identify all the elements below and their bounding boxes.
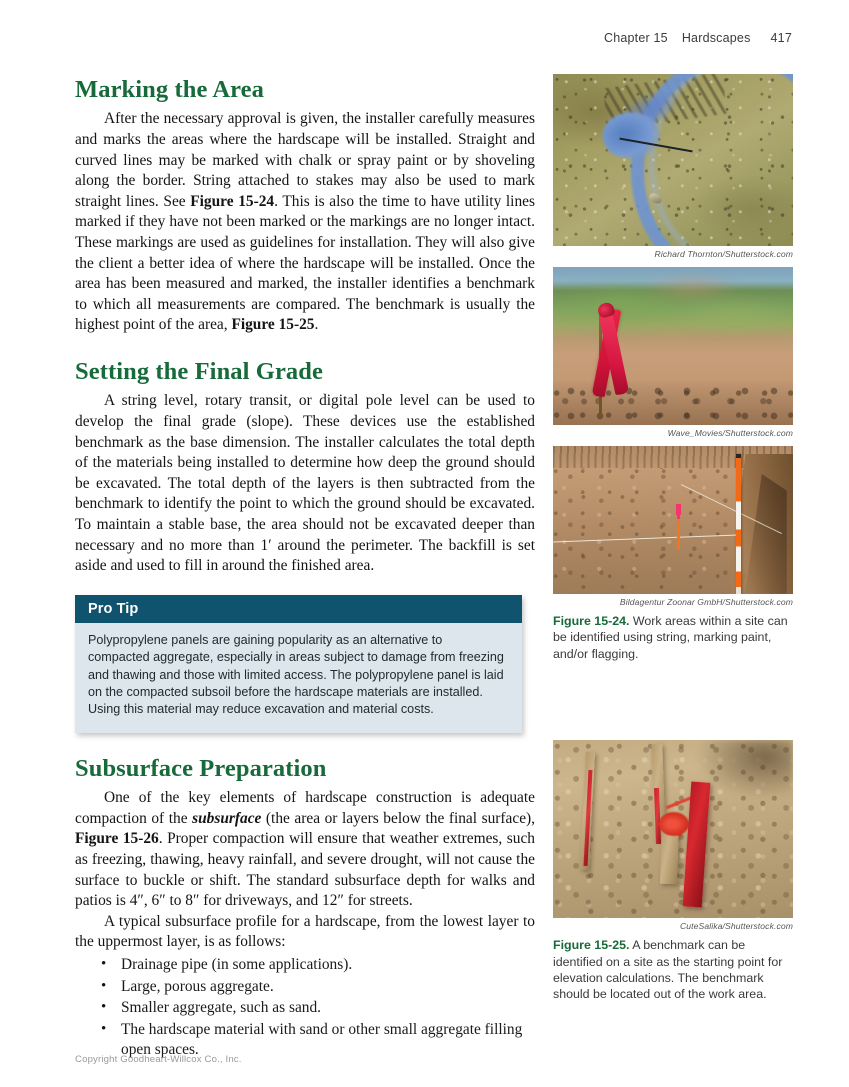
subsurface-profile-list bbox=[75, 955, 535, 1061]
figure-caption-text: A benchmark can be identified on a site as the starting point for elevation calculations. The benchmark should be located out of the work area. bbox=[553, 938, 783, 1002]
shadowed-soil bbox=[697, 740, 793, 798]
list-item: • Large, porous aggregate. bbox=[101, 977, 535, 998]
spacer bbox=[75, 336, 535, 358]
paragraph-setting-the-final-grade: A string level, rotary transit, or digital pole level can be used to develop the final grade (slope). These devices use the established benchmark as the base dimension. The installer calculates the total depth of the materials being installed to determine how deep the ground should be excavated. The total depth of the layers is then subtracted from the benchmark to identify the point to which the ground should be excavated. To maintain a stable base, the area should not be excavated deeper than necessary and no more than 1′ around the perimeter. The backfill is set aside and used to fill in around the finished area. bbox=[75, 392, 535, 575]
paragraph-text-b: (the area or layers below the final surface), bbox=[261, 809, 535, 827]
paragraph-subsurface-profile-intro: A typical subsurface profile for a hardscape, from the lowest layer to the uppermost layer, is as follows: bbox=[75, 912, 535, 951]
spacer-fig1 bbox=[553, 259, 793, 267]
photo-credit: Richard Thornton/Shutterstock.com bbox=[654, 249, 793, 259]
figure-reference-15-26: Figure 15-26 bbox=[75, 830, 159, 848]
foreground-soil bbox=[553, 381, 793, 425]
survey-pole-small bbox=[677, 508, 680, 550]
spacer-fig2 bbox=[553, 438, 793, 446]
figure-photo-marking-paint bbox=[553, 74, 793, 259]
vocabulary-term-subsurface: subsurface bbox=[192, 809, 262, 827]
figure-15-25 bbox=[553, 740, 793, 1003]
photo-blue-marking-paint bbox=[553, 74, 793, 246]
pro-tip-text: Polypropylene panels are gaining popularity as an alternative to compacted aggregate, especially in areas subject to damage from freezing and thawing and those with limited access. The polypropylene panel is laid on the compacted subsoil before the hardscape materials are installed. Using this material may reduce excavation and material costs. bbox=[88, 632, 504, 717]
list-item: • The hardscape material with sand or other small aggregate filling open spaces. bbox=[101, 1020, 535, 1061]
paragraph-text-c: . Proper compaction will ensure that weather extremes, such as freezing, thawing, heavy rainfall, and severe drought, will not cause the surface to buckle or shift. The standard subsurface depth for walks and patios is 4″, 6″ to 8″ for driveways, and 12″ for streets. bbox=[75, 830, 535, 910]
figure-15-24 bbox=[553, 446, 793, 662]
photo-excavation-site bbox=[553, 446, 793, 594]
photo-credit: Wave_Movies/Shutterstock.com bbox=[667, 428, 793, 438]
paragraph-text-cont: . This is also the time to have utility lines marked if they have not been marked or the markings are no longer intact. These markings are used as guidelines for installation. They will also give the client a better idea of where the hardscape will be installed. Once the area has been measured and marked, the installer identifies a benchmark to which all measurements are compared. The benchmark is usually the highest point of the area, bbox=[75, 192, 535, 334]
spacer-fig3 bbox=[553, 662, 793, 740]
copyright-footer: Copyright Goodheart-Willcox Co., Inc. bbox=[75, 1054, 242, 1065]
list-item: • Drainage pipe (in some applications). bbox=[101, 955, 535, 976]
figure-number: Figure 15-25. bbox=[553, 938, 630, 953]
section-heading-marking-the-area: Marking the Area bbox=[75, 76, 264, 103]
figure-number: Figure 15-24. bbox=[553, 614, 630, 628]
figure-reference-15-25: Figure 15-25 bbox=[231, 316, 315, 334]
photo-survey-flag bbox=[553, 267, 793, 425]
section-heading-setting-the-final-grade: Setting the Final Grade bbox=[75, 357, 323, 385]
figure-reference-15-24: Figure 15-24 bbox=[190, 192, 275, 210]
figure-caption-text: Work areas within a site can be identified using string, marking paint, and/or flagging. bbox=[553, 614, 788, 661]
figure-caption-15-24 bbox=[553, 613, 793, 662]
pro-tip-box bbox=[75, 595, 522, 733]
figure-photo-red-flag bbox=[553, 267, 793, 438]
spacer-2 bbox=[75, 733, 535, 755]
photo-credit: CuteSalika/Shutterstock.com bbox=[679, 921, 793, 932]
page-number: 417 bbox=[770, 31, 792, 45]
paragraph-text-a: One of the key elements of hardscape construction is adequate compaction of the bbox=[75, 789, 535, 827]
photo-benchmark-stakes bbox=[553, 740, 793, 918]
paragraph-text: After the necessary approval is given, the installer carefully measures and marks the areas where the hardscape will be installed. Straight and curved lines may be marked with chalk or spray paint or by shoveling along the border. String attached to stakes may also be used to mark straight lines. See bbox=[75, 110, 535, 210]
figure-caption-15-25 bbox=[553, 937, 793, 1003]
running-head bbox=[604, 31, 792, 45]
paragraph-subsurface-preparation bbox=[75, 788, 535, 912]
section-heading-subsurface-preparation: Subsurface Preparation bbox=[75, 754, 327, 782]
photo-credit: Bildagentur Zoonar GmbH/Shutterstock.com bbox=[619, 597, 793, 607]
running-head-chapter: Chapter 15 bbox=[603, 31, 668, 45]
list-item: • Smaller aggregate, such as sand. bbox=[101, 998, 535, 1019]
main-text-column bbox=[75, 76, 535, 1062]
pro-tip-title: Pro Tip bbox=[75, 595, 522, 623]
figure-column bbox=[553, 74, 793, 1003]
paragraph-marking-the-area bbox=[75, 109, 535, 336]
running-head-title: Hardscapes bbox=[681, 31, 751, 45]
survey-pole-main bbox=[736, 454, 741, 594]
paragraph-text-end: . bbox=[314, 316, 319, 334]
